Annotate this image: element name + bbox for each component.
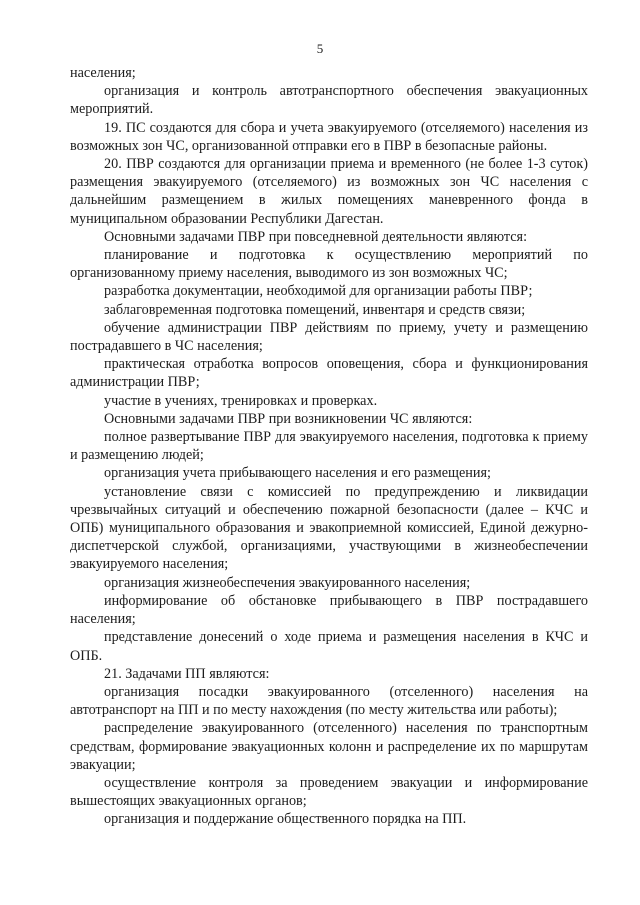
paragraph: распределение эвакуированного (отселенного) населения по транспортным средствам, формирование эвакуационных колонн и распределение их по маршрутам эвакуации; (70, 720, 588, 773)
paragraph: представление донесений о ходе приема и размещения населения в КЧС и ОПБ. (70, 629, 588, 664)
paragraph: Основными задачами ПВР при возникновении ЧС являются: (104, 410, 473, 427)
paragraph: 19. ПС создаются для сбора и учета эвакуируемого (отселяемого) населения из возможных зон ЧС, организованной отправки его в ПВР в безопасные районы. (70, 119, 588, 154)
paragraph: установление связи с комиссией по предупреждению и ликвидации чрезвычайных ситуаций и обеспечению пожарной безопасности (далее – КЧС и ОПБ) муниципального образования и эвакоприемной комиссией, Единой дежурно-диспетчерской службой, организациями, участвующими в жизнеобеспечении эвакуируемого населения; (70, 483, 588, 573)
paragraph: осуществление контроля за проведением эвакуации и информирование вышестоящих эвакуационных органов; (70, 774, 588, 810)
paragraph: организация посадки эвакуированного (отселенного) населения на автотранспорт на ПП и по месту нахождения (по месту жительства или работы); (70, 683, 588, 719)
paragraph: организация и контроль автотранспортного обеспечения эвакуационных мероприятий. (70, 83, 588, 118)
paragraph: Основными задачами ПВР при повседневной деятельности являются: (104, 228, 528, 245)
paragraph: организация учета прибывающего населения и его размещения; (104, 465, 491, 482)
paragraph: разработка документации, необходимой для организации работы ПВР; (104, 283, 533, 300)
paragraph: заблаговременная подготовка помещений, инвентаря и средств связи; (104, 301, 526, 318)
paragraph: организация жизнеобеспечения эвакуированного населения; (104, 574, 471, 591)
paragraph: населения; (70, 65, 136, 81)
paragraph: планирование и подготовка к осуществлению мероприятий по организованному приему населения, выводимого из зон возможных ЧС; (70, 247, 588, 282)
page-number: 5 (316, 41, 324, 56)
paragraph: 21. Задачами ПП являются: (104, 665, 270, 682)
paragraph: практическая отработка вопросов оповещения, сбора и функционирования администрации ПВР; (70, 356, 588, 391)
paragraph: информирование об обстановке прибывающего в ПВР пострадавшего населения; (70, 592, 588, 628)
paragraph: 20. ПВР создаются для организации приема и временного (не более 1-3 суток) размещения эвакуируемого (отселяемого) из возможных зон ЧС населения с дальнейшим размещением в жилых помещениях маневренного фонда в муниципальном образовании Республики Дагестан. (70, 156, 588, 227)
paragraph: организация и поддержание общественного порядка на ПП. (104, 811, 467, 828)
paragraph: участие в учениях, тренировках и проверках. (104, 392, 378, 409)
paragraph: полное развертывание ПВР для эвакуируемого населения, подготовка к приему и размещению людей; (70, 429, 588, 464)
document-body (70, 64, 588, 829)
paragraph: обучение администрации ПВР действиям по приему, учету и размещению пострадавшего в ЧС населения; (70, 319, 588, 355)
